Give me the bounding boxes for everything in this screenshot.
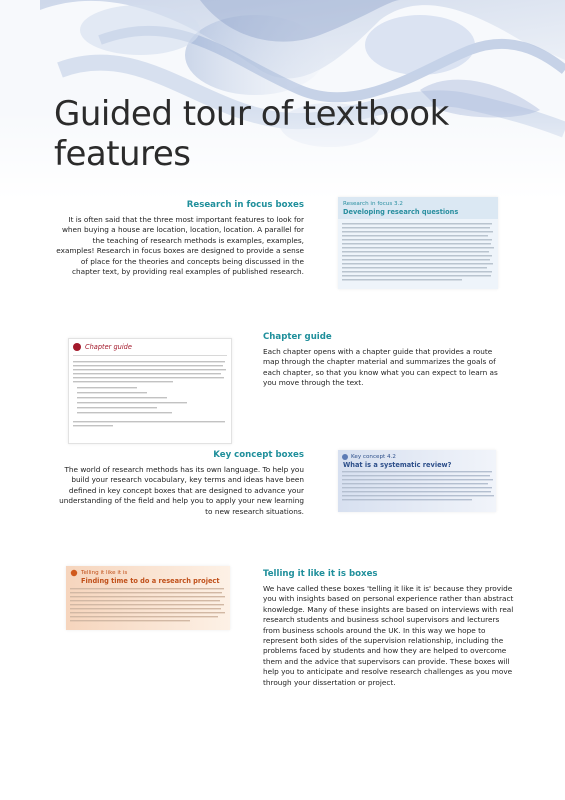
section-heading: Key concept boxes bbox=[213, 450, 304, 460]
key-concept-thumbnail bbox=[338, 450, 496, 512]
telling-it-like-it-is-thumbnail bbox=[66, 566, 230, 630]
section-research-in-focus bbox=[56, 200, 304, 277]
section-heading: Research in focus boxes bbox=[186, 200, 304, 210]
section-chapter-guide bbox=[263, 332, 509, 389]
section-body: Each chapter opens with a chapter guide that provides a route map through the chapter material and summarizes the goals of each chapter, so that you know what you can expect to learn as you move through the text. bbox=[263, 347, 498, 388]
section-key-concept bbox=[52, 450, 304, 517]
thumbnail-label: Key concept 4.2 bbox=[351, 454, 396, 460]
thumbnail-title: Chapter guide bbox=[85, 343, 132, 351]
page-title: Guided tour of textbook features bbox=[54, 94, 449, 174]
section-heading: Telling it like it is boxes bbox=[263, 569, 378, 579]
section-heading: Chapter guide bbox=[263, 332, 332, 342]
thumbnail-title: Finding time to do a research project bbox=[81, 577, 220, 585]
research-in-focus-thumbnail bbox=[338, 197, 498, 289]
thumbnail-text-lines bbox=[69, 339, 231, 443]
chapter-guide-thumbnail bbox=[68, 338, 232, 444]
thumbnail-title: What is a systematic review? bbox=[343, 461, 452, 469]
section-body: It is often said that the three most important features to look for when buying a house are location, location, location. A parallel for the teaching of research methods is examples, examples, examples! Research in focus boxes are designed to provide a sense of place for the theories and concepts being discussed in the chapter text, by providing real examples of published research. bbox=[56, 215, 304, 277]
section-body: The world of research methods has its own language. To help you build your research vocabulary, key terms and ideas have been defined in key concept boxes that are designed to advance your understanding of the field and help you to apply your new learning to new research situations. bbox=[59, 465, 304, 516]
thumbnail-label: Telling it like it is bbox=[81, 570, 128, 576]
section-telling-it-like-it-is bbox=[263, 569, 517, 688]
thumbnail-title: Developing research questions bbox=[343, 208, 459, 216]
section-body: We have called these boxes 'telling it like it is' because they provide you with insights based on personal experience rather than abstract knowledge. Many of these insights are based on interviews with real research students and business school supervisors and lecturers from business schools around the UK. In this way we hope to represent both sides of the supervision relationship, including the problems faced by students and how they are helped to overcome them and the advice that supervisors can provide. These boxes will help you to anticipate and resolve research challenges as you move through your dissertation or project. bbox=[263, 584, 514, 687]
thumbnail-label: Research in focus 3.2 bbox=[343, 201, 403, 207]
